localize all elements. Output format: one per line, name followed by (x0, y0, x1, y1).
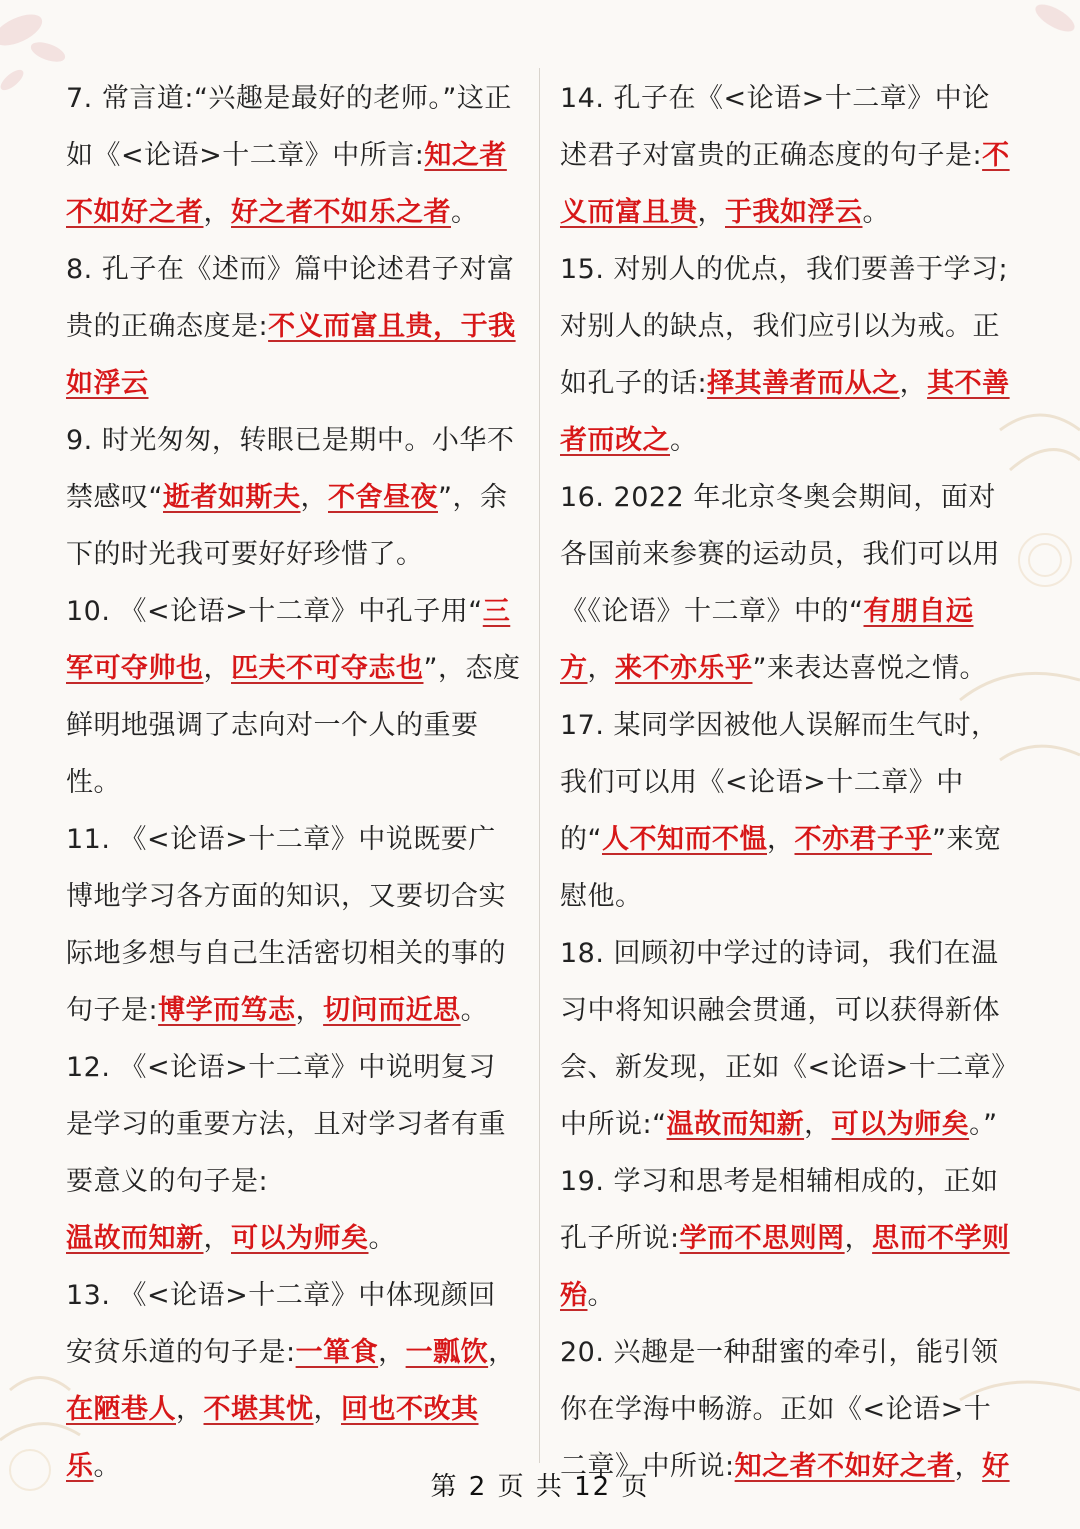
answer-text: 有朋自远方 (560, 596, 974, 684)
question-item (560, 241, 1016, 469)
question-text: ， (488, 1337, 516, 1368)
answer-text: 可以为师矣 (231, 1223, 369, 1254)
question-text: 14. 孔子在《<论语>十二章》中论述君子对富贵的正确态度的句子是: (560, 83, 990, 171)
question-text: 16. 2022 年北京冬奥会期间，面对各国前来参赛的运动员，我们可以用《《论语》十二章》中的“ (560, 482, 1000, 627)
question-item (560, 70, 1016, 241)
question-text: 19. 学习和思考是相辅相成的，正如孔子所说: (560, 1166, 999, 1254)
question-text: ， (300, 482, 328, 513)
answer-text: 人不知而不愠 (602, 824, 767, 855)
question-text: 10. 《<论语>十二章》中孔子用“ (66, 596, 483, 627)
question-text: 。 (862, 197, 890, 228)
question-text: 9. 时光匆匆，转眼已是期中。小华不禁感叹“ (66, 425, 515, 513)
answer-text: 不亦君子乎 (794, 824, 932, 855)
question-text: ， (804, 1109, 832, 1140)
question-item (66, 412, 522, 583)
answer-text: 其不善者而改之 (560, 368, 1010, 456)
question-text: 。 (93, 1451, 121, 1482)
question-text: 。” (969, 1109, 998, 1140)
answer-text: 不义而富且贵 (560, 140, 1010, 228)
question-text: ， (176, 1394, 204, 1425)
question-text: ， (697, 197, 725, 228)
question-text: ， (203, 1223, 231, 1254)
answer-text: 博学而笃志 (158, 995, 296, 1026)
question-item (66, 241, 522, 412)
answer-text: 逝者如斯夫 (163, 482, 301, 513)
answer-text: 知之者不如好之者 (66, 140, 507, 228)
question-text: ， (378, 1337, 406, 1368)
question-item (560, 469, 1016, 697)
question-text: 15. 对别人的优点，我们要善于学习;对别人的缺点，我们应引以为戒。正如孔子的话: (560, 254, 1009, 399)
question-item (560, 697, 1016, 925)
question-text: ， (203, 653, 231, 684)
answer-text: 切问而近思 (323, 995, 461, 1026)
answer-text: 于我如浮云 (725, 197, 863, 228)
question-text: ”来表达喜悦之情。 (752, 653, 987, 684)
question-text: ”，态度鲜明地强调了志向对一个人的重要性。 (66, 653, 521, 798)
answer-text: 一瓢饮 (405, 1337, 489, 1368)
question-text: 20. 兴趣是一种甜蜜的牵引，能引领你在学海中畅游。正如《<论语>十二章》中所说: (560, 1337, 999, 1482)
question-text: ， (767, 824, 795, 855)
question-item (66, 583, 522, 811)
answer-text: 匹夫不可夺志也 (231, 653, 424, 684)
answer-text: 好 (982, 1451, 1010, 1482)
answer-text: 回也不改其乐 (66, 1394, 479, 1482)
question-text: 。 (460, 995, 489, 1026)
right-column (560, 70, 1016, 1495)
answer-text: 温故而知新 (66, 1223, 204, 1254)
question-text: ， (954, 1451, 983, 1482)
answer-text: 一箪食 (295, 1337, 379, 1368)
question-text: 。 (451, 197, 479, 228)
answer-text: 可以为师矣 (831, 1109, 970, 1140)
question-text: ”来宽慰他。 (560, 824, 1002, 912)
question-text: 。 (368, 1223, 396, 1254)
answer-text: 三军可夺帅也 (66, 596, 511, 684)
question-text: 7. 常言道:“兴趣是最好的老师。”这正如《<论语>十二章》中所言: (66, 83, 512, 171)
question-item (560, 1153, 1016, 1324)
question-item (66, 811, 522, 1039)
question-item (66, 70, 522, 241)
answer-text: 择其善者而从之 (707, 368, 900, 399)
question-text: 。 (670, 425, 698, 456)
question-text: 13. 《<论语>十二章》中体现颜回安贫乐道的句子是: (66, 1280, 496, 1368)
question-text: 。 (587, 1280, 615, 1311)
question-text: 17. 某同学因被他人误解而生气时，我们可以用《<论语>十二章》中的“ (560, 710, 999, 855)
question-item (66, 1267, 522, 1495)
answer-text: 不义而富且贵，于我如浮云 (66, 311, 516, 399)
question-text: ”，余下的时光我可要好好珍惜了。 (66, 482, 508, 570)
question-item (66, 1039, 522, 1267)
question-text: 11. 《<论语>十二章》中说既要广博地学习各方面的知识，又要切合实际地多想与自己生活密切相关的事的句子是: (66, 824, 506, 1026)
question-text: 8. 孔子在《述而》篇中论述君子对富贵的正确态度是: (66, 254, 515, 342)
question-text: 12. 《<论语>十二章》中说明复习是学习的重要方法，且对学习者有重要意义的句子是: (66, 1052, 506, 1197)
question-text: ， (899, 368, 928, 399)
answer-text: 来不亦乐乎 (615, 653, 753, 684)
question-text: 18. 回顾初中学过的诗词，我们在温习中将知识融会贯通，可以获得新体会、新发现，正如《<论语>十二章》中所说:“ (560, 938, 1006, 1140)
question-text: ， (203, 197, 231, 228)
question-text: ， (313, 1394, 341, 1425)
left-column (66, 70, 522, 1495)
answer-text: 知之者不如好之者 (734, 1451, 955, 1482)
page-footer: 第 2 页 共 12 页 (430, 1472, 650, 1502)
answer-text: 在陋巷人 (66, 1394, 176, 1425)
question-text: ， (587, 653, 615, 684)
answer-text: 不舍昼夜 (328, 482, 438, 513)
answer-text: 温故而知新 (666, 1109, 805, 1140)
question-item (560, 925, 1016, 1153)
answer-text: 不堪其忧 (203, 1394, 314, 1425)
answer-text: 思而不学则殆 (560, 1223, 1010, 1311)
column-divider (539, 68, 540, 1463)
question-text: ， (844, 1223, 873, 1254)
question-text: ， (295, 995, 324, 1026)
answer-text: 好之者不如乐之者 (231, 197, 451, 228)
answer-text: 学而不思则罔 (679, 1223, 845, 1254)
